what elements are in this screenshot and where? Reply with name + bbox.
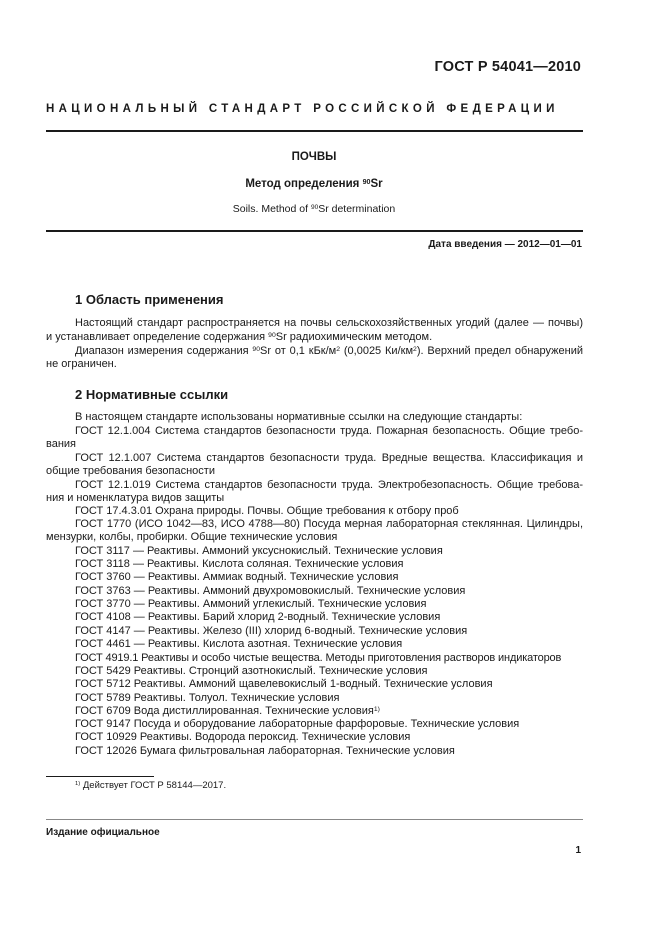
section-heading-scope: 1 Область применения — [75, 292, 224, 307]
document-title-english: Soils. Method of $^{90}$Sr determination — [232, 203, 396, 215]
footnote-marker: 1) — [373, 705, 380, 713]
reference-item: ГОСТ 3763 — Реактивы. Аммоний двухромовокислый. Технические условия — [75, 585, 466, 597]
reference-item-continuation: ния и номенклатура видов защиты — [46, 492, 225, 504]
header-rule — [46, 130, 583, 132]
reference-item-continuation: вания — [46, 438, 77, 450]
footnote: $^{1)}$ Действует ГОСТ Р 58144—2017. — [75, 780, 227, 791]
paragraph-line: Настоящий стандарт распространяется на почвы сельскохозяйственных угодий (далее — почвы) — [75, 317, 583, 329]
paragraph-line: Диапазон измерения содержания $^{90}$Sr от 0,1 кБк/$м^2$ (0,0025 $Ки/км^2$). Верхний предел обнаружений — [75, 345, 584, 357]
reference-item: ГОСТ 4461 — Реактивы. Кислота азотная. Технические условия — [75, 638, 403, 650]
document-subtitle: Метод определения $^{90}$Sr — [245, 177, 383, 190]
reference-item: ГОСТ 3117 — Реактивы. Аммоний уксуснокислый. Технические условия — [75, 545, 443, 557]
title-rule — [46, 230, 583, 232]
reference-item: ГОСТ 1770 (ИСО 1042—83, ИСО 4788—80) Посуда мерная лабораторная стеклянная. Цилиндры, — [75, 518, 583, 530]
reference-item: ГОСТ 12.1.007 Система стандартов безопасности труда. Вредные вещества. Классификация и — [75, 452, 583, 464]
reference-item: ГОСТ 4147 — Реактивы. Железо (III) хлорид 6-водный. Технические условия — [75, 625, 468, 637]
paragraph-line: и устанавливает определение содержания $^{90}$Sr радиохимическим методом. — [46, 331, 433, 343]
reference-item: ГОСТ 6709 Вода дистиллированная. Технические условия$^{1)}$ — [75, 705, 380, 717]
reference-item: ГОСТ 3118 — Реактивы. Кислота соляная. Технические условия — [75, 558, 404, 570]
document-title: ПОЧВЫ — [291, 151, 337, 163]
reference-item: ГОСТ 12.1.004 Система стандартов безопасности труда. Пожарная безопасность. Общие требо- — [75, 425, 583, 437]
reference-item: ГОСТ 5712 Реактивы. Аммоний щавелевокислый 1-водный. Технические условия — [75, 678, 493, 690]
reference-item: ГОСТ 3760 — Реактивы. Аммиак водный. Технические условия — [75, 571, 399, 583]
national-standard-banner: НАЦИОНАЛЬНЫЙ СТАНДАРТ РОССИЙСКОЙ ФЕДЕРАЦИИ — [46, 103, 559, 115]
reference-item: ГОСТ 10929 Реактивы. Водорода пероксид. Технические условия — [75, 731, 411, 743]
reference-item: ГОСТ 12026 Бумага фильтровальная лабораторная. Технические условия — [75, 745, 455, 757]
reference-item: ГОСТ 9147 Посуда и оборудование лабораторные фарфоровые. Технические условия — [75, 718, 520, 730]
edition-label: Издание официальное — [46, 827, 160, 838]
reference-item-continuation: мензурки, колбы, пробирки. Общие технические условия — [46, 531, 338, 543]
paragraph-line: В настоящем стандарте использованы нормативные ссылки на следующие стандарты: — [75, 411, 523, 423]
introduction-date: Дата введения — 2012—01—01 — [428, 239, 582, 250]
reference-item: ГОСТ 12.1.019 Система стандартов безопасности труда. Электробезопасность. Общие требова- — [75, 479, 583, 491]
paragraph-line: не ограничен. — [46, 358, 117, 370]
footnote-rule — [46, 776, 154, 777]
footer-rule — [46, 819, 583, 820]
reference-item: ГОСТ 5429 Реактивы. Стронций азотнокислый. Технические условия — [75, 665, 428, 677]
reference-item: ГОСТ 17.4.3.01 Охрана природы. Почвы. Общие требования к отбору проб — [75, 505, 459, 517]
reference-item: ГОСТ 4108 — Реактивы. Барий хлорид 2-водный. Технические условия — [75, 611, 441, 623]
reference-item: ГОСТ 4919.1 Реактивы и особо чистые вещества. Методы приготовления растворов индикаторов — [75, 652, 562, 664]
section-heading-references: 2 Нормативные ссылки — [75, 387, 229, 402]
page-number: 1 — [575, 845, 581, 856]
reference-item: ГОСТ 5789 Реактивы. Толуол. Технические условия — [75, 692, 340, 704]
gost-code: ГОСТ Р 54041—2010 — [434, 59, 581, 75]
reference-item-continuation: общие требования безопасности — [46, 465, 215, 477]
reference-item: ГОСТ 3770 — Реактивы. Аммоний углекислый. Технические условия — [75, 598, 427, 610]
